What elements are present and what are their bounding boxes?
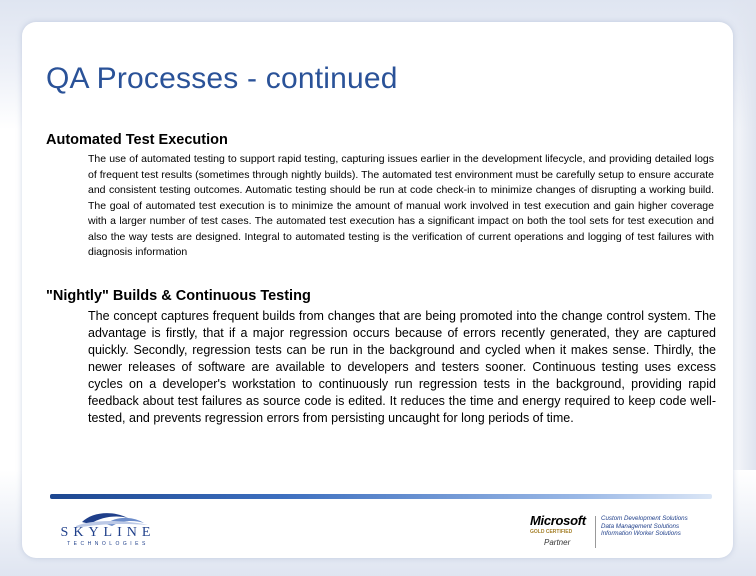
microsoft-partner-logo — [530, 513, 600, 553]
slide-title: QA Processes - continued — [46, 62, 398, 95]
solution-item: Data Management Solutions — [601, 522, 680, 530]
section-heading-nightly-builds: "Nightly" Builds & Continuous Testing — [46, 288, 311, 304]
skyline-logo-tagline: TECHNOLOGIES — [67, 541, 149, 547]
microsoft-wordmark: Microsoft — [530, 513, 586, 528]
solution-item: Information Worker Solutions — [601, 530, 681, 537]
solutions-list — [601, 515, 688, 538]
section-body-nightly-builds: The concept captures frequent builds from changes that are being promoted into the change control system. The advantage is firstly, that if a major regression occurs because of errors recently generated, they are captured quickly. Secondly, regression tests can be run in the background and cycled when it makes sense. Thirdly, the newer releases of software are available to developers and testers sooner. Continuous testing uses excess cycles on a developer's workstation to continuously run regression tests in the background, providing rapid feedback about test failures as source code is edited. It reduces the time and energy required to keep code well-tested, and prevents regression errors from persisting uncaught for long periods of time. — [88, 309, 716, 425]
section-body-automated-test-execution: The use of automated testing to support rapid testing, capturing issues earlier in the development lifecycle, and providing detailed logs of frequent test results (sometimes through nightly builds). The automated test environment must be carefully setup to ensure accurate and consistent testing outcomes. Automatic testing should be run at code check-in to minimize changes of disrupting a working build. The goal of automated test execution is to minimize the amount of manual work involved in test execution and gain higher coverage with a larger number of test cases. The automated test execution has a significant impact on both the tool sets for test execution and also the way tests are designed. Integral to automated testing is the verification of current operations and logging of test failures with diagnosis information — [88, 153, 714, 258]
solution-item: Custom Development Solutions — [601, 515, 688, 522]
footer-divider-bar — [50, 494, 712, 499]
skyline-logo-wordmark: SKYLINE — [60, 525, 156, 540]
section-heading-automated-test-execution: Automated Test Execution — [46, 132, 228, 148]
gold-certified-label: GOLD CERTIFIED — [530, 529, 573, 535]
logo-separator — [595, 516, 596, 548]
partner-label: Partner — [544, 538, 571, 547]
